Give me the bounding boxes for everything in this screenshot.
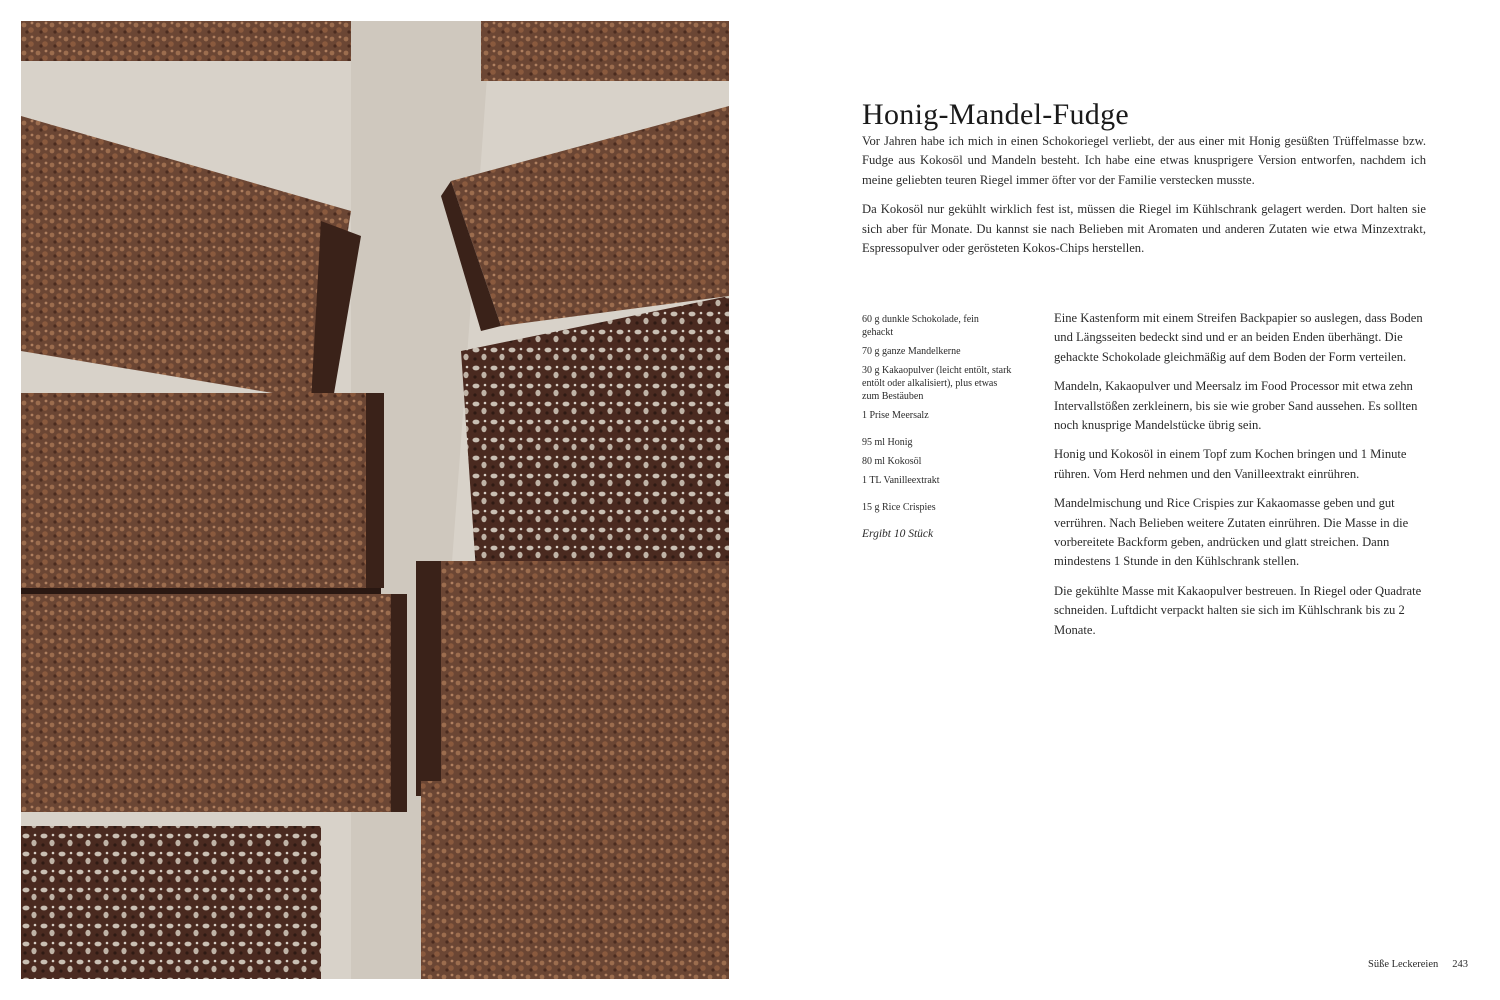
ingredient-item: 1 Prise Meersalz [862,410,929,421]
intro-paragraph: Vor Jahren habe ich mich in einen Schokoriegel verliebt, der aus einer mit Honig gesüßten Trüffelmasse bzw. Fudge aus Kokosöl und Mandeln besteht. Ich habe eine etwas knusprigere Version entworfen, nachdem ich meine geliebten teuren Riegel immer öfter vor der Familie verstecken musste. [862,134,1426,187]
ingredient-item: 30 g Kakaopulver (leicht entölt, stark entölt oder alkalisiert), plus etwas zum Bestäuben [862,365,1012,402]
fudge-photo [21,21,729,979]
ingredient-item: 70 g ganze Mandelkerne [862,346,961,357]
intro-paragraph: Da Kokosöl nur gekühlt wirklich fest ist, müssen die Riegel im Kühlschrank gelagert werden. Dort halten sie sich aber für Monate. Du kannst sie nach Belieben mit Aromaten und anderen Zutaten wie etwa Minzextrakt, Espressopulver oder gerösteten Kokos-Chips herstellen. [862,202,1426,256]
recipe-method [1054,309,1426,650]
ingredient-item: 95 ml Honig [862,437,913,448]
ingredient-item: 60 g dunkle Schokolade, fein gehackt [862,314,979,338]
method-step: Mandelmischung und Rice Crispies zur Kakaomasse geben und gut verrühren. Nach Belieben weitere Zutaten einrühren. Die Masse in die vorbereitete Backform geben, andrücken und glatt streichen. Dann mindestens 1 Stunde in den Kühlschrank stellen. [1054,496,1409,569]
ingredient-group [862,313,1012,422]
page-footer [1368,959,1468,970]
method-step: Mandeln, Kakaopulver und Meersalz im Food Processor mit etwa zehn Intervallstößen zerkleinern, bis sie wie grober Sand aussehen. Es sollten noch knusprige Mandelstücke übrig sein. [1054,379,1418,433]
ingredient-group [862,436,1012,487]
ingredient-item: 15 g Rice Crispies [862,502,936,513]
fudge-bars-illustration [21,21,729,979]
page-number: 243 [1452,959,1468,970]
recipe-yield: Ergibt 10 Stück [862,528,934,540]
method-step: Eine Kastenform mit einem Streifen Backpapier so auslegen, dass Boden und Längsseiten bedeckt sind und er an beiden Enden überhängt. Die gehackte Schokolade gleichmäßig auf dem Boden der Form verteilen. [1054,311,1423,364]
ingredient-group [862,501,1012,514]
ingredient-item: 80 ml Kokosöl [862,456,922,467]
ingredient-list [862,313,1012,553]
section-name: Süße Leckereien [1367,959,1439,970]
ingredient-item: 1 TL Vanilleextrakt [862,475,940,486]
recipe-title: Honig-Mandel-Fudge [862,98,1130,132]
method-step: Die gekühlte Masse mit Kakaopulver bestreuen. In Riegel oder Quadrate schneiden. Luftdicht verpackt halten sie sich im Kühlschrank bis zu 2 Monate. [1054,583,1422,637]
method-step: Honig und Kokosöl in einem Topf zum Kochen bringen und 1 Minute rühren. Vom Herd nehmen und den Vanilleextrakt einrühren. [1054,447,1407,481]
recipe-intro [862,132,1426,268]
